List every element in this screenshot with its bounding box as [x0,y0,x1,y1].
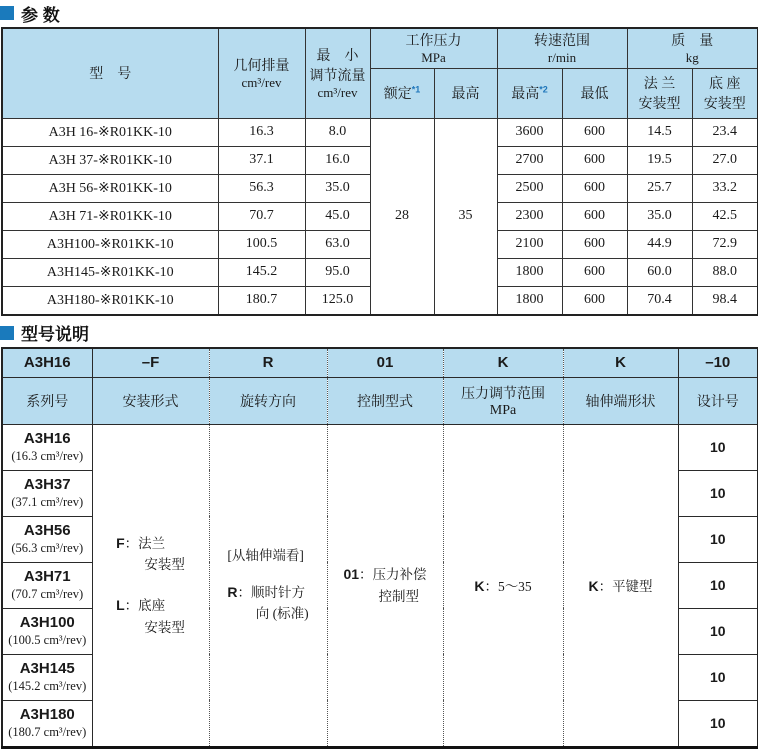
mass-foot-cell: 72.9 [692,230,758,258]
displacement-unit: cm³/rev [241,74,282,90]
design-number-cell: 10 [678,424,758,470]
min-speed-cell: 600 [562,174,627,202]
model-cell: A3H180-※R01KK-10 [2,286,218,315]
design-number-cell: 10 [678,516,758,562]
disp-cell: 100.5 [218,230,305,258]
label-design-number: 设计号 [678,377,758,424]
max-speed-cell: 1800 [497,286,562,315]
col-header-flange-mount [627,68,692,118]
mass-flange-cell: 19.5 [627,146,692,174]
speed-unit: r/min [547,49,577,65]
mass-foot-cell: 23.4 [692,118,758,146]
series-cell [2,654,92,700]
shaft-end-cell [563,424,678,747]
series-name: A3H145 [19,660,75,678]
rated-label: 额定 [383,87,412,102]
mounting-key-f: F [116,534,125,551]
model-code-title-text: 型号说明 [21,325,89,344]
blue-square-bullet-icon [0,326,14,340]
control-desc-1: 压力补偿 [372,566,427,582]
series-name: A3H16 [23,430,71,448]
control-type-cell [327,424,443,747]
max-speed-cell: 3600 [497,118,562,146]
rotation-direction-cell [209,424,327,747]
shaft-value: 平键型 [612,579,653,594]
params-section-title [0,1,758,25]
min-flow-cell: 95.0 [305,258,370,286]
mass-flange-cell: 35.0 [627,202,692,230]
model-cell: A3H100-※R01KK-10 [2,230,218,258]
min-flow-cell: 8.0 [305,118,370,146]
disp-cell: 70.7 [218,202,305,230]
colon: ： [484,579,498,594]
mounting-l-label-2: 安装型 [144,619,185,635]
min-speed-cell: 600 [562,286,627,315]
mass-flange-cell: 14.5 [627,118,692,146]
max-speed-label: 最高 [511,87,540,102]
control-desc-2: 控制型 [378,588,420,604]
max-speed-footnote-mark: *2 [539,84,548,95]
colon: ： [237,584,252,600]
mass-foot-cell: 88.0 [692,258,758,286]
series-cell [2,516,92,562]
pressure-range-unit: MPa [489,402,517,418]
min-flow-cell: 125.0 [305,286,370,315]
series-name: A3H100 [19,614,75,632]
pressure-unit: MPa [421,49,446,65]
mass-foot-cell: 98.4 [692,286,758,315]
flange-label-2: 安装型 [638,97,681,112]
code-segment-rotation: R [209,348,327,378]
col-header-foot-mount [692,68,758,118]
mass-flange-cell: 70.4 [627,286,692,315]
series-displacement: (70.7 cm³/rev) [11,586,84,601]
label-control: 控制型式 [327,377,443,424]
mounting-key-l: L [116,597,125,613]
colon: ： [124,535,139,551]
mass-foot-cell: 42.5 [692,202,758,230]
disp-cell: 16.3 [218,118,305,146]
pressure-label: 工作压力 [405,33,462,49]
params-table [1,27,758,316]
label-pressure-range [443,377,563,424]
max-speed-cell: 2500 [497,174,562,202]
foot-label-2: 安装型 [703,97,746,112]
table-row [2,424,758,470]
rotation-desc-1: 顺时针方 [251,584,306,600]
mass-unit: kg [685,49,699,65]
series-displacement: (180.7 cm³/rev) [8,724,87,739]
disp-cell: 56.3 [218,174,305,202]
disp-cell: 180.7 [218,286,305,315]
series-cell [2,424,92,470]
col-header-min-flow [305,28,370,118]
label-shaft-end: 轴伸端形状 [563,377,678,424]
code-segment-shaft: K [563,348,678,378]
max-speed-cell: 2300 [497,202,562,230]
pressure-range-label: 压力调节范围 [461,386,545,402]
mounting-f-label-2: 安装型 [144,557,185,573]
colon: ： [598,579,613,594]
col-header-min-speed: 最低 [562,68,627,118]
max-pressure-merged-cell: 35 [434,118,497,315]
col-header-max-speed [497,68,562,118]
mass-label: 质 量 [671,33,714,49]
flange-label-1: 法 兰 [643,77,676,92]
mounting-f-label: 法兰 [138,535,166,551]
design-number-cell: 10 [678,608,758,654]
min-speed-cell: 600 [562,146,627,174]
mass-foot-cell: 27.0 [692,146,758,174]
pressure-range-value: 5～35 [497,579,532,594]
group-header-mass [627,28,758,68]
series-cell [2,470,92,516]
rotation-key-r: R [227,583,238,600]
series-displacement: (56.3 cm³/rev) [11,540,84,555]
col-header-model: 型 号 [2,28,218,118]
series-displacement: (16.3 cm³/rev) [11,448,84,463]
pressure-range-cell [443,424,563,747]
max-speed-cell: 2100 [497,230,562,258]
mass-flange-cell: 44.9 [627,230,692,258]
code-segment-pressure: K [443,348,563,378]
series-cell [2,608,92,654]
code-segment-mounting: –F [92,348,209,378]
col-header-rated [370,68,434,118]
label-mounting: 安装形式 [92,377,209,424]
pressure-range-key-k: K [474,578,485,594]
rated-footnote-mark: *1 [411,84,421,95]
code-segment-control: 01 [327,348,443,378]
code-segment-design: –10 [678,348,758,378]
col-header-displacement [218,28,305,118]
series-name: A3H37 [23,476,71,494]
rated-pressure-merged-cell: 28 [370,118,434,315]
colon: ： [359,566,373,582]
speed-label: 转速范围 [534,33,590,49]
model-cell: A3H 16-※R01KK-10 [2,118,218,146]
series-displacement: (145.2 cm³/rev) [8,678,87,693]
mounting-l-label: 底座 [138,598,166,613]
params-title-text: 参 数 [21,5,60,25]
min-speed-cell: 600 [562,258,627,286]
label-rotation: 旋转方向 [209,377,327,424]
series-name: A3H56 [23,522,71,540]
rotation-view-note: [从轴伸端看] [227,548,304,564]
design-number-cell: 10 [678,654,758,700]
code-segment-series: A3H16 [2,348,92,378]
mass-flange-cell: 60.0 [627,258,692,286]
col-header-max-pressure: 最高 [434,68,497,118]
model-code-section-title [0,321,758,345]
series-cell [2,562,92,608]
series-displacement: (100.5 cm³/rev) [8,632,87,647]
design-number-cell: 10 [678,470,758,516]
min-flow-cell: 16.0 [305,146,370,174]
shaft-key-k: K [588,578,599,594]
colon: ： [124,598,139,613]
disp-cell: 145.2 [218,258,305,286]
mounting-options-cell [92,424,209,747]
series-displacement: (37.1 cm³/rev) [11,494,84,509]
min-flow-label-2: 调节流量 [309,68,366,84]
min-flow-unit: cm³/rev [317,84,358,100]
model-cell: A3H 56-※R01KK-10 [2,174,218,202]
series-name: A3H180 [19,706,75,724]
min-speed-cell: 600 [562,118,627,146]
design-number-cell: 10 [678,562,758,608]
blue-square-bullet-icon [0,6,14,20]
min-speed-cell: 600 [562,230,627,258]
min-flow-label-1: 最 小 [316,48,359,64]
max-speed-cell: 1800 [497,258,562,286]
series-name: A3H71 [23,568,71,586]
mass-flange-cell: 25.7 [627,174,692,202]
min-flow-cell: 35.0 [305,174,370,202]
model-cell: A3H 37-※R01KK-10 [2,146,218,174]
design-number-cell: 10 [678,700,758,747]
table-row [2,118,758,146]
min-speed-cell: 600 [562,202,627,230]
max-speed-cell: 2700 [497,146,562,174]
disp-cell: 37.1 [218,146,305,174]
foot-label-1: 底 座 [709,77,741,92]
model-cell: A3H 71-※R01KK-10 [2,202,218,230]
min-flow-cell: 45.0 [305,202,370,230]
displacement-label: 几何排量 [233,58,290,74]
rotation-desc-2: 向 (标准) [255,606,309,622]
mass-foot-cell: 33.2 [692,174,758,202]
model-code-table [1,347,758,749]
control-key-01: 01 [343,565,360,582]
group-header-speed-range [497,28,627,68]
label-series: 系列号 [2,377,92,424]
min-flow-cell: 63.0 [305,230,370,258]
group-header-working-pressure [370,28,497,68]
model-cell: A3H145-※R01KK-10 [2,258,218,286]
